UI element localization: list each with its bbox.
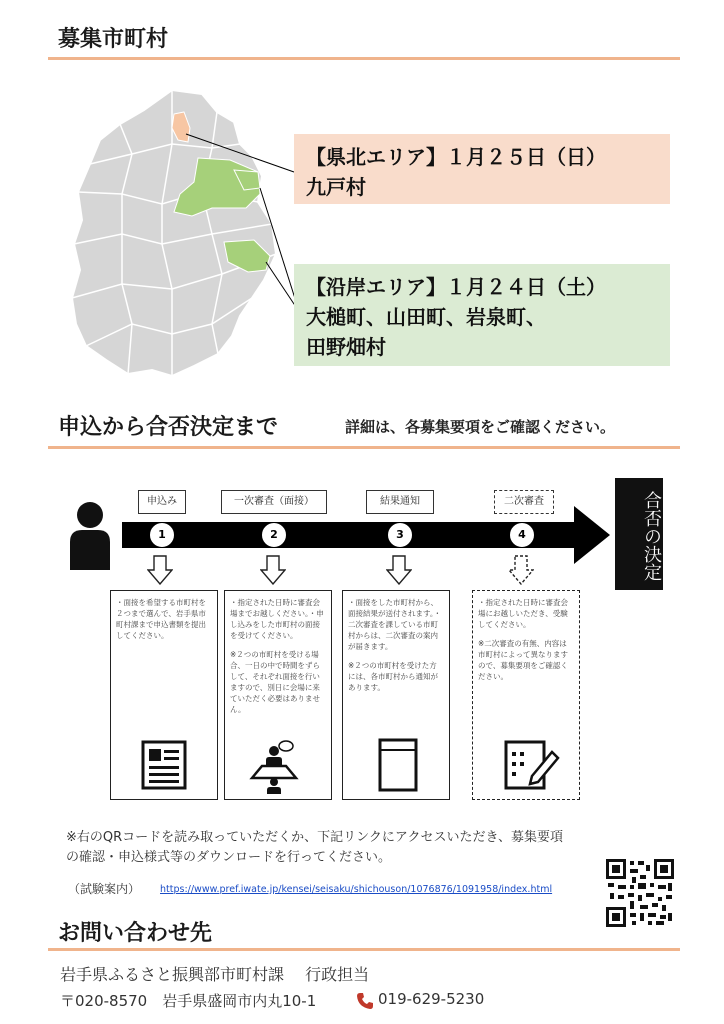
section-divider: [48, 446, 680, 449]
phone-icon: [356, 992, 374, 1010]
exam-guide-label: （試験案内）: [68, 882, 141, 896]
down-arrow-icon: [386, 555, 412, 585]
notice-text: [66, 828, 686, 868]
contact-address: 〒020-8570 岩手県盛岡市内丸10-1: [60, 992, 317, 1010]
down-arrow-icon: [508, 555, 534, 585]
section-title-municipalities: 募集市町村: [58, 27, 169, 52]
step-description-text: ・面接をした市町村から、面接結果が送付されます。・二次審査を課している市町村からは、二次審査の案内が届きます。: [348, 598, 442, 651]
step-label-first-exam: 一次審査（面接）: [221, 490, 327, 514]
step-label-result: 結果通知: [366, 490, 434, 514]
step-number-3: 3: [387, 522, 413, 548]
coast-area-towns-line2: 田野畑村: [306, 335, 386, 359]
interview-icon: [246, 738, 302, 794]
section-subtitle-flow: 詳細は、各募集要項をご確認ください。: [345, 418, 616, 436]
step-number-1: 1: [149, 522, 175, 548]
application-form-icon: [139, 740, 189, 790]
step-number-2: 2: [261, 522, 287, 548]
step-description-text: ※２つの市町村を受けた方には、各市町村から通知があります。: [348, 661, 438, 692]
section-divider: [48, 948, 680, 951]
step-number-4: 4: [509, 522, 535, 548]
applicant-person-icon: [66, 500, 114, 570]
notice-line-1: ※右のQRコードを読み取っていただくか、下記リンクにアクセスいただき、募集要項: [66, 830, 563, 845]
coast-area-heading: 【沿岸エリア】１月２４日（土）: [306, 275, 606, 299]
step-description-text: ※２つの市町村を受ける場合、一日の中で時間をずらして、それぞれ面接を行いますので、別日に会場に来ていただく必要はありません。: [230, 650, 320, 714]
step-description-text: ・指定された日時に審査会場までお越しください。・申し込みをした市町村の面接を受けてください。: [230, 598, 324, 640]
contact-phone[interactable]: 019-629-5230: [378, 990, 485, 1008]
written-exam-icon: [502, 738, 560, 792]
down-arrow-icon: [147, 555, 173, 585]
contact-department: 岩手県ふるさと振興部市町村課 行政担当: [60, 965, 370, 984]
iwate-map: [62, 84, 302, 384]
decision-box: 合否の決定: [615, 478, 663, 590]
north-area-towns: 九戸村: [306, 175, 366, 199]
step-label-apply: 申込み: [138, 490, 186, 514]
step-description-text: ・指定された日時に審査会場にお越しいただき、受験してください。: [478, 598, 568, 629]
coast-area-towns-line1: 大槌町、山田町、岩泉町、: [306, 305, 546, 329]
section-title-flow: 申込から合否決定まで: [58, 415, 279, 440]
exam-guide-link[interactable]: https://www.pref.iwate.jp/kensei/seisaku/shichouson/1076876/1091958/index.html: [160, 884, 553, 895]
coast-area-box: [294, 264, 670, 366]
step-description-text: ※二次審査の有無、内容は市町村によって異なりますので、募集要項をご確認ください。: [478, 639, 568, 681]
down-arrow-icon: [260, 555, 286, 585]
process-arrow: [122, 506, 612, 564]
notice-line-2: の確認・申込様式等のダウンロードを行ってください。: [66, 850, 392, 865]
section-title-contact: お問い合わせ先: [58, 921, 213, 946]
qr-code-icon[interactable]: [604, 857, 676, 929]
step-description-text: ・面接を希望する市町村を２つまで選んで、岩手県市町村課まで申込書類を提出してください。: [116, 598, 206, 640]
step-label-second-exam: 二次審査: [494, 490, 554, 514]
section-divider: [48, 57, 680, 60]
north-area-box: [294, 134, 670, 204]
north-area-heading: 【県北エリア】１月２５日（日）: [306, 145, 606, 169]
envelope-icon: [378, 738, 418, 792]
